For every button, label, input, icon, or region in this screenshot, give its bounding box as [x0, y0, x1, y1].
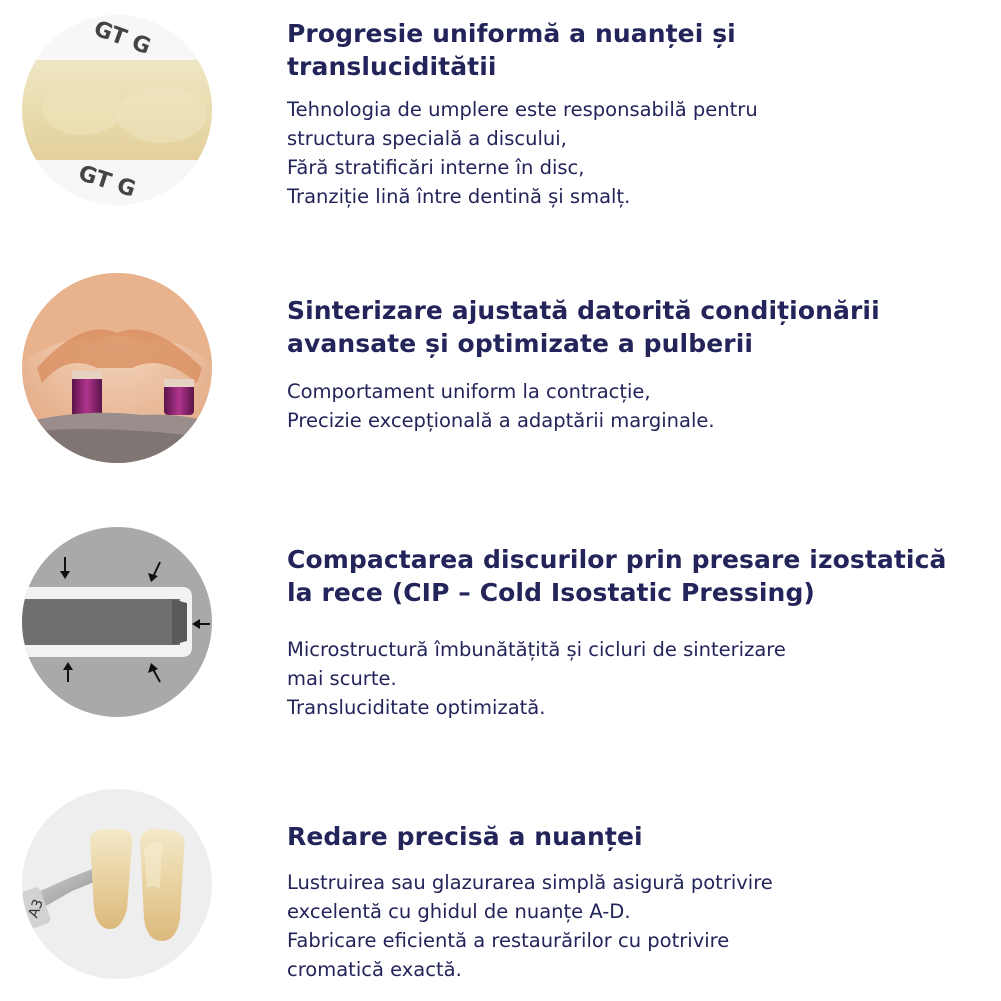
title-line: Sinterizare ajustată datorită condiționării [287, 296, 880, 325]
description-line: Precizie excepțională a adaptării marginale. [287, 409, 715, 432]
layered-disc-icon [22, 15, 212, 205]
feature-title [287, 17, 987, 83]
description-line: cromatică exactă. [287, 958, 462, 981]
feature-description [287, 377, 987, 435]
description-line: Fabricare eficientă a restaurărilor cu potrivire [287, 929, 730, 952]
description-line: Microstructură îmbunătățită și cicluri de sinterizare [287, 638, 786, 661]
feature-title [287, 294, 987, 360]
feature-title [287, 820, 987, 853]
description-line: Transluciditate optimizată. [287, 696, 546, 719]
shade-tab-label: A3 [25, 897, 47, 920]
description-line: Lustruirea sau glazurarea simplă asigură potrivire [287, 871, 773, 894]
title-line: Compactarea discurilor prin presare izostatică [287, 545, 947, 574]
description-line: Tehnologia de umplere este responsabilă pentru [287, 98, 758, 121]
title-line: Progresie uniformă a nuanței și [287, 19, 736, 48]
disc-print-bottom: GT G [75, 160, 139, 203]
title-line: avansate și optimizate a pulberii [287, 329, 754, 358]
feature-description [287, 868, 987, 984]
description-line: Comportament uniform la contracție, [287, 380, 651, 403]
shade-guide-teeth-icon [22, 789, 212, 979]
title-line: transluciditătii [287, 52, 497, 81]
description-line: structura specială a discului, [287, 127, 567, 150]
dental-bridge-icon [22, 273, 212, 463]
feature-description [287, 95, 987, 211]
title-line: la rece (CIP – Cold Isostatic Pressing) [287, 578, 815, 607]
feature-title [287, 543, 987, 609]
isostatic-pressing-icon [22, 527, 212, 717]
description-line: mai scurte. [287, 667, 397, 690]
description-line: Fără stratificări interne în disc, [287, 156, 585, 179]
description-line: Tranziție lină între dentină și smalț. [287, 185, 631, 208]
description-line: excelentă cu ghidul de nuanțe A-D. [287, 900, 631, 923]
disc-print-top: GT G [90, 16, 154, 60]
feature-description [287, 635, 987, 722]
title-line: Redare precisă a nuanței [287, 822, 643, 851]
